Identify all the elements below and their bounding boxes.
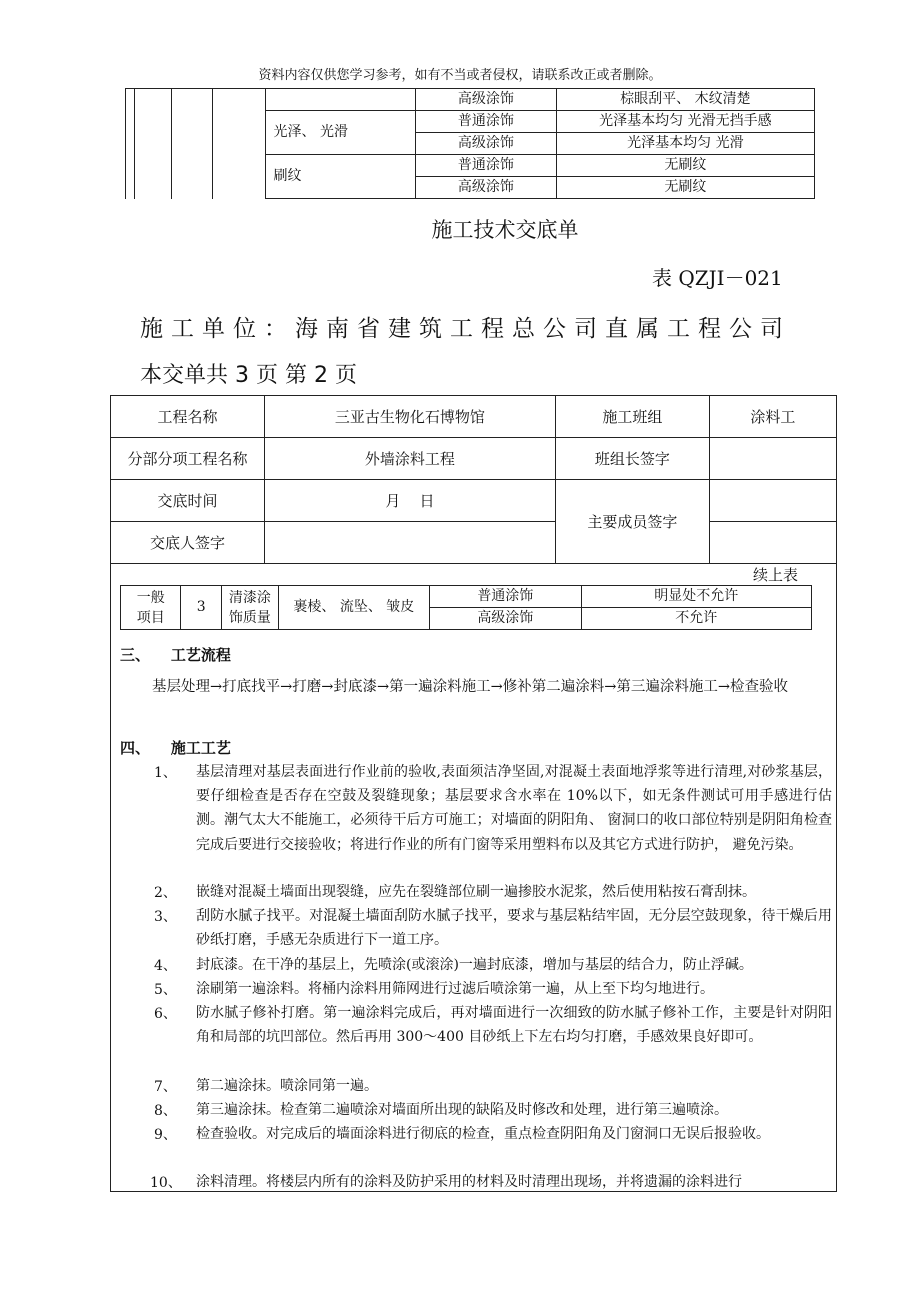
leader-sign-field [709, 438, 836, 480]
presenter-sign-field [264, 522, 555, 564]
step-text: 防水腻子修补打磨。第一遍涂料完成后，再对墙面进行一次细致的防水腻子修补工作，主要是针对阴阳角和局部的坑凹部位。然后再用 300～400 目砂纸上下左右均匀打磨，手感效果良好即可。 [196, 1005, 832, 1046]
step-text: 刮防水腻子找平。对混凝土墙面刮防水腻子找平，要求与基层粘结牢固，无分层空鼓现象，待干燥后用砂纸打磨，手感无杂质进行下一道工序。 [196, 908, 832, 949]
step-number: 7、 [154, 1079, 177, 1095]
section-4-heading: 四、 施工工艺 [120, 739, 231, 757]
level-cell: 普通涂饰 [430, 586, 581, 608]
members-sign-label: 主要成员签字 [555, 480, 709, 564]
number-cell: 3 [181, 586, 222, 630]
level-cell: 高级涂饰 [416, 177, 557, 199]
table-row [111, 396, 837, 438]
category-cell: 一般 项目 [121, 586, 181, 630]
item-cell: 清漆涂 饰质量 [222, 586, 279, 630]
step-text: 检查验收。对完成后的墙面涂料进行彻底的检查，重点检查阴阳角及门窗洞口无误后报验收。 [196, 1126, 770, 1142]
sub-project-value: 外墙涂料工程 [264, 438, 555, 480]
team-value: 涂料工 [709, 396, 836, 438]
defect-cell: 裹棱、 流坠、 皱皮 [278, 586, 430, 630]
empty-cell [126, 89, 135, 199]
step-text: 第三遍涂抹。检查第二遍喷涂对墙面所出现的缺陷及时修改和处理，进行第三遍喷涂。 [196, 1102, 728, 1118]
empty-cell [212, 89, 265, 199]
step-number: 1、 [154, 765, 177, 781]
clear-paint-quality-table [120, 585, 812, 630]
step-number: 9、 [154, 1127, 177, 1143]
level-cell: 普通涂饰 [416, 111, 557, 133]
members-sign-field [709, 480, 836, 522]
table-row [121, 586, 812, 608]
step-text: 封底漆。在干净的基层上，先喷涂(或滚涂)一遍封底漆，增加与基层的结合力，防止浮碱。 [196, 957, 753, 973]
step-number: 5、 [154, 982, 177, 998]
step-text: 嵌缝对混凝土墙面出现裂缝，应先在裂缝部位刷一遍掺胶水泥浆，然后使用粘按石膏刮抹。 [196, 884, 756, 900]
form-code: 表 QZJI－021 [652, 266, 783, 290]
presenter-sign-label: 交底人签字 [111, 522, 265, 564]
item-cell [265, 89, 416, 111]
table-row [111, 438, 837, 480]
step-number: 4、 [154, 958, 177, 974]
step-text: 基层清理对基层表面进行作业前的验收,表面须洁净坚固,对混凝土表面地浮浆等进行清理,对砂浆基层，要仔细检查是否存在空鼓及裂缝现象；基层要求含水率在 10%以下，如无条件测试可用手感进行估测。潮气太大不能施工，必须待干后方可施工；对墙面的阴阳角、 窗洞口的收口部位特别是阴阳角检查完成后要进行交接验收；将进行作业的所有门窗等采用塑料布以及其它方式进行防护， 避免污染。 [196, 764, 832, 853]
time-label: 交底时间 [111, 480, 265, 522]
item-cell: 光泽、 光滑 [265, 111, 416, 155]
header-note: 资料内容仅供您学习参考，如有不当或者侵权，请联系改正或者删除。 [258, 68, 662, 83]
page-count: 本交单共 3 页 第 2 页 [140, 363, 357, 388]
document-title: 施工技术交底单 [431, 218, 579, 242]
top-quality-table [125, 88, 815, 199]
requirement-cell: 无刷纹 [556, 177, 814, 199]
step-number: 8、 [154, 1103, 177, 1119]
empty-cell [134, 89, 171, 199]
item-cell: 刷纹 [265, 155, 416, 199]
requirement-cell: 光泽基本均匀 光滑 [556, 133, 814, 155]
project-name-value: 三亚古生物化石博物馆 [264, 396, 555, 438]
level-cell: 普通涂饰 [416, 155, 557, 177]
construction-unit: 施工单位：海南省建筑工程总公司直属工程公司 [140, 316, 791, 342]
process-flow: 基层处理→打底找平→打磨→封底漆→第一遍涂料施工→修补第二遍涂料→第三遍涂料施工→检查验收 [152, 679, 789, 695]
requirement-cell: 棕眼刮平、 木纹清楚 [556, 89, 814, 111]
table-row [111, 522, 837, 564]
leader-sign-label: 班组长签字 [555, 438, 709, 480]
level-cell: 高级涂饰 [416, 89, 557, 111]
step-number: 6、 [154, 1006, 177, 1022]
members-sign-field [709, 522, 836, 564]
continued-label: 续上表 [753, 566, 799, 584]
project-name-label: 工程名称 [111, 396, 265, 438]
requirement-cell: 不允许 [581, 608, 812, 630]
requirement-cell: 无刷纹 [556, 155, 814, 177]
time-value: 月 日 [264, 480, 555, 522]
table-row [126, 89, 815, 111]
sub-project-label: 分部分项工程名称 [111, 438, 265, 480]
step-number: 10、 [150, 1175, 182, 1191]
level-cell: 高级涂饰 [430, 608, 581, 630]
requirement-cell: 光泽基本均匀 光滑无挡手感 [556, 111, 814, 133]
team-label: 施工班组 [555, 396, 709, 438]
requirement-cell: 明显处不允许 [581, 586, 812, 608]
info-table [110, 395, 837, 564]
level-cell: 高级涂饰 [416, 133, 557, 155]
empty-cell [171, 89, 212, 199]
step-number: 3、 [154, 909, 177, 925]
step-text: 涂刷第一遍涂料。将桶内涂料用筛网进行过滤后喷涂第一遍，从上至下均匀地进行。 [196, 981, 714, 997]
step-number: 2、 [154, 885, 177, 901]
step-text: 涂料清理。将楼层内所有的涂料及防护采用的材料及时清理出现场，并将遗漏的涂料进行 [196, 1174, 742, 1190]
section-3-heading: 三、 工艺流程 [120, 646, 231, 664]
step-text: 第二遍涂抹。喷涂同第一遍。 [196, 1078, 378, 1094]
table-row [111, 480, 837, 522]
